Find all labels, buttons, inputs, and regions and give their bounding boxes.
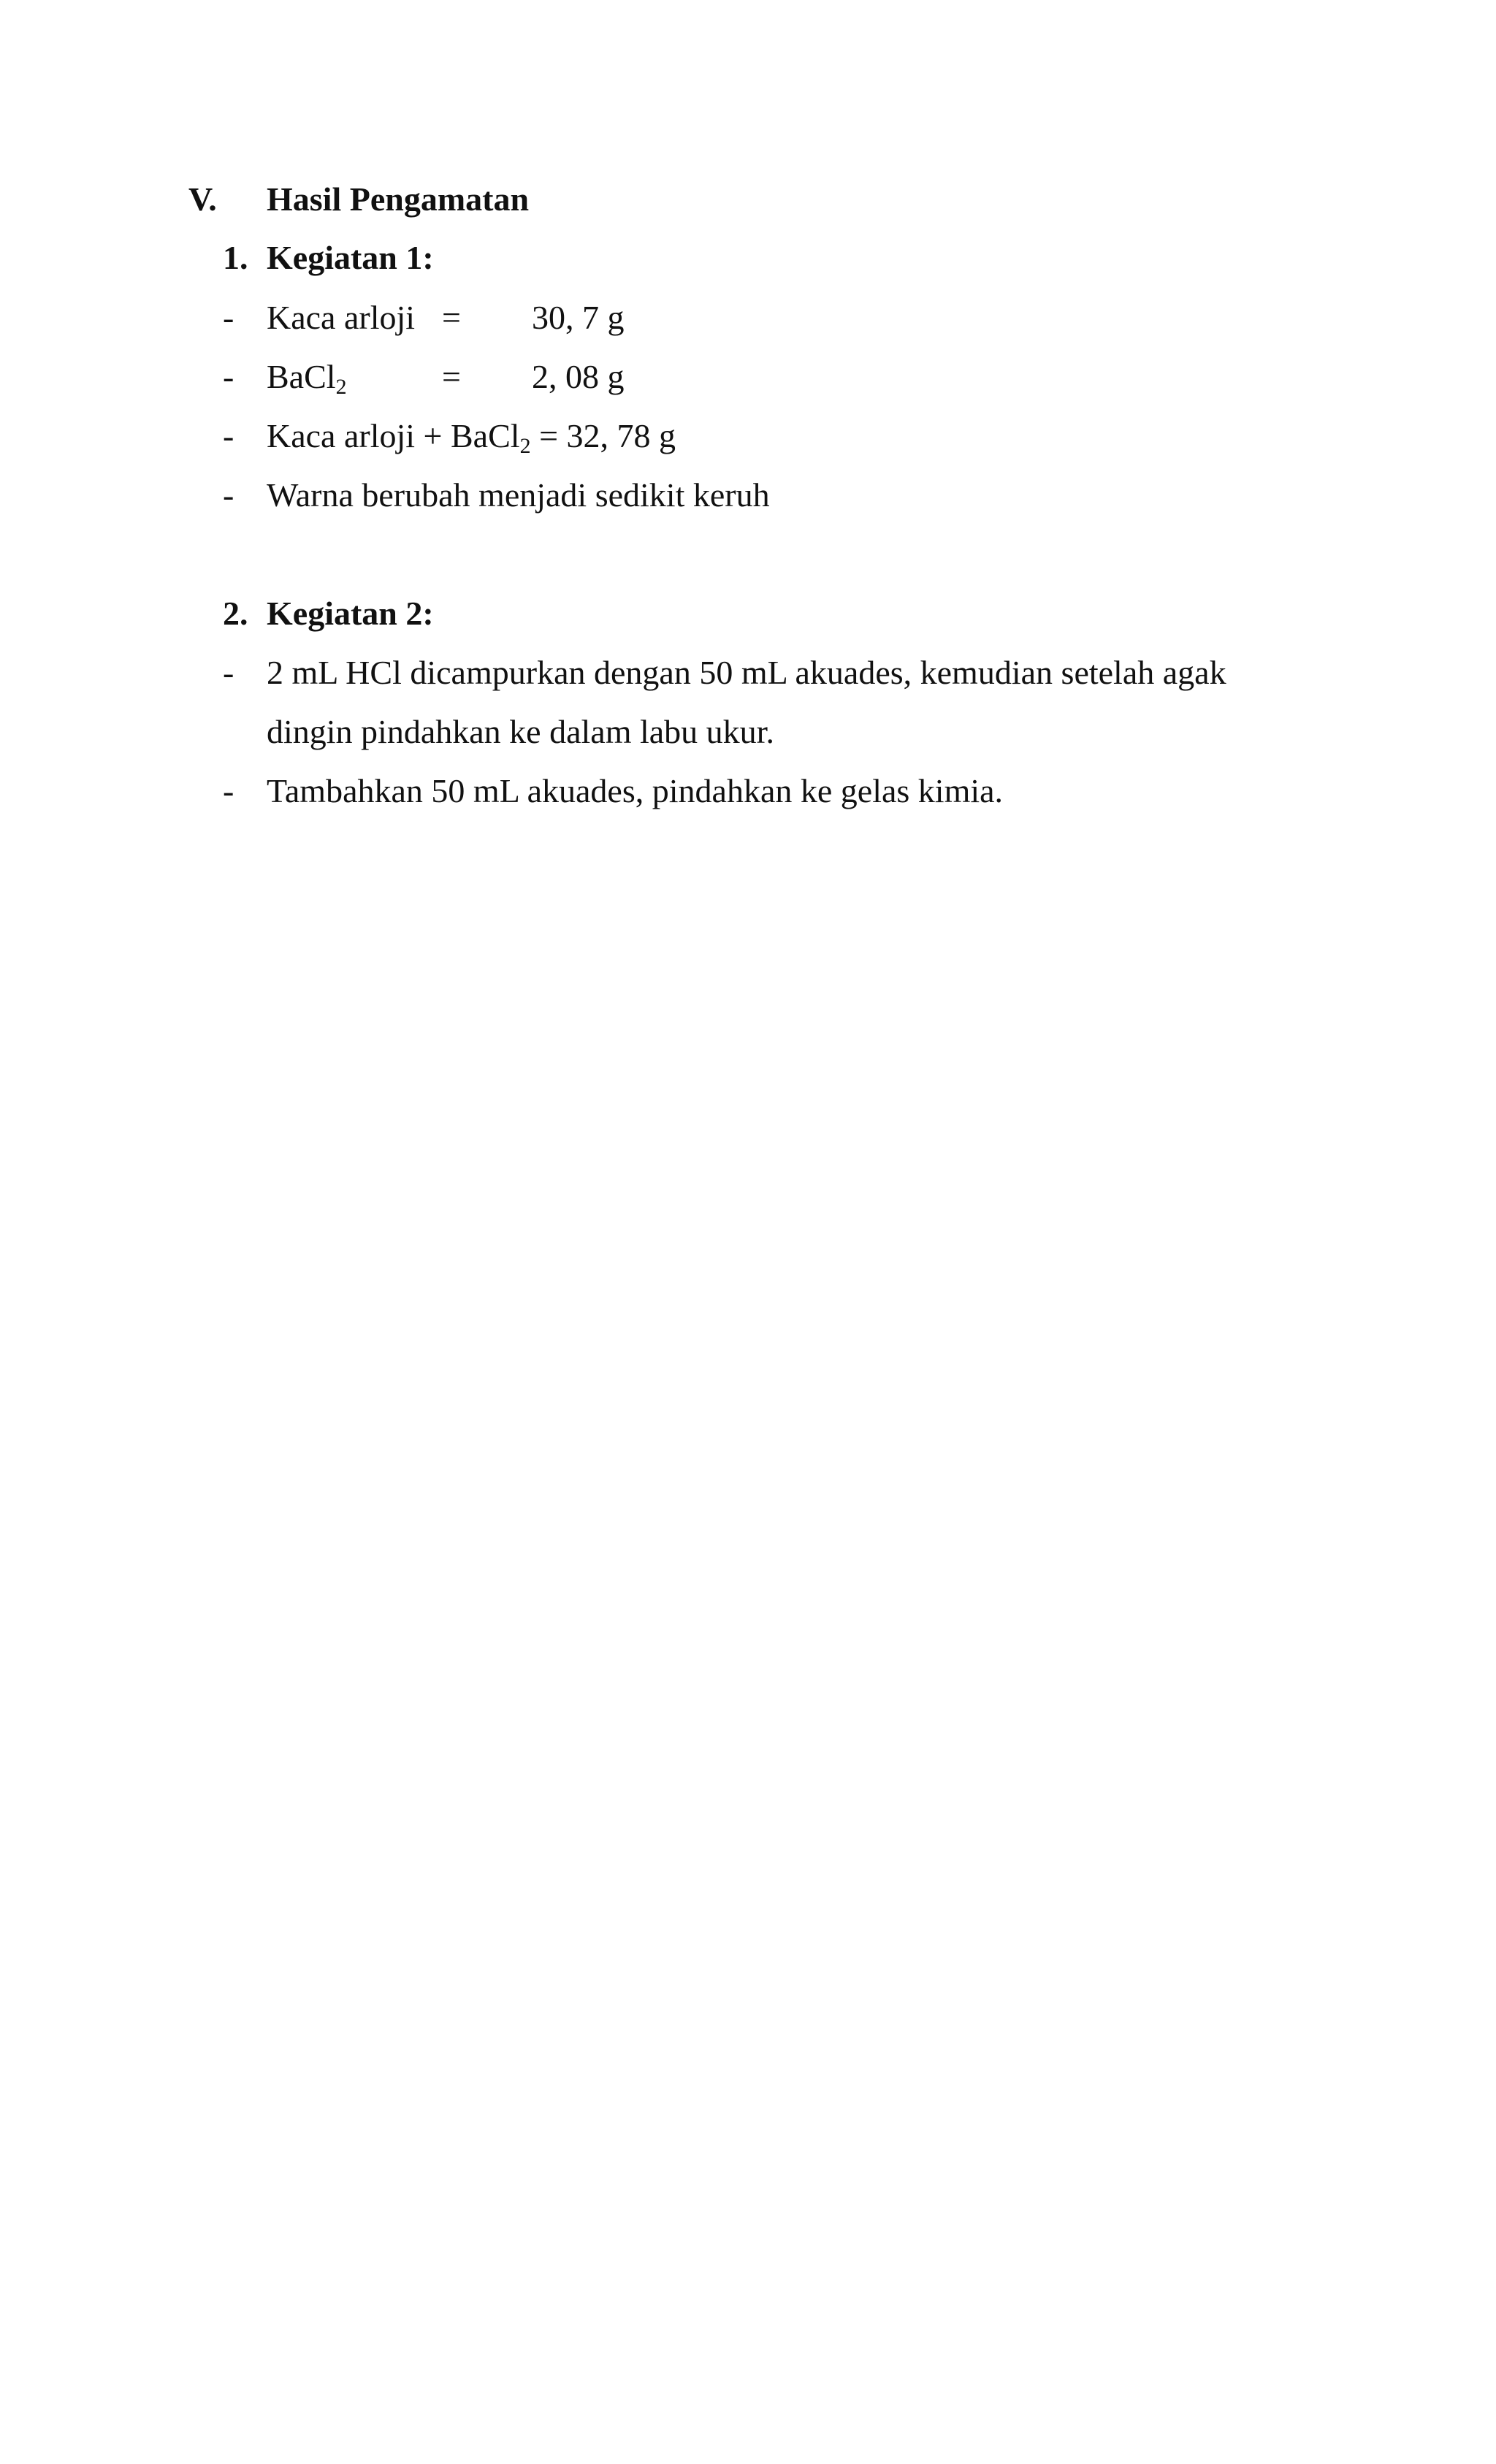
- item-text: Tambahkan 50 mL akuades, pindahkan ke gelas kimia.: [267, 772, 1004, 809]
- bullet: -: [223, 476, 234, 514]
- item-label: Kaca arloji: [267, 299, 416, 336]
- kegiatan-2-title: Kegiatan 2:: [267, 595, 434, 632]
- bullet: -: [223, 358, 234, 395]
- section-title: Hasil Pengamatan: [267, 180, 530, 218]
- bullet: -: [223, 772, 234, 809]
- equals-sign: =: [442, 299, 461, 336]
- bullet: -: [223, 417, 234, 454]
- formula-text: Kaca arloji + BaCl: [267, 417, 520, 454]
- item-value: 30, 7 g: [532, 299, 625, 336]
- item-label: [267, 355, 347, 409]
- item-text-line-2: dingin pindahkan ke dalam labu ukur.: [267, 713, 774, 750]
- section-number: V.: [188, 180, 217, 218]
- kegiatan-2-number: 2.: [223, 595, 248, 632]
- bullet: -: [223, 654, 234, 691]
- bullet: -: [223, 299, 234, 336]
- item-text-line-1: 2 mL HCl dicampurkan dengan 50 mL akuades, kemudian setelah agak: [267, 654, 1226, 691]
- formula-subscript: 2: [335, 375, 347, 399]
- item-value: 2, 08 g: [532, 358, 625, 395]
- formula-result: = 32, 78 g: [530, 417, 676, 454]
- formula-subscript: 2: [519, 434, 531, 458]
- kegiatan-1-number: 1.: [223, 239, 248, 276]
- equals-sign: =: [442, 358, 461, 395]
- kegiatan-1-title: Kegiatan 1:: [267, 239, 434, 276]
- formula-text: BaCl: [267, 358, 336, 395]
- item-text: Warna berubah menjadi sedikit keruh: [267, 476, 770, 514]
- item-text: [267, 414, 676, 468]
